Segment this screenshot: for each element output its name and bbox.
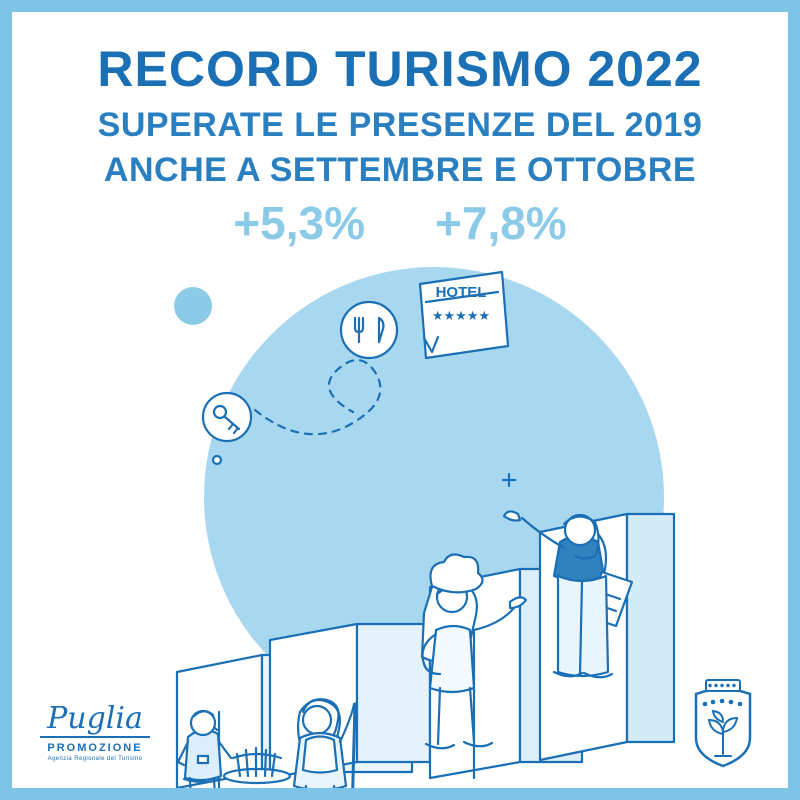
logo-puglia-promozione	[40, 701, 150, 762]
cutlery-icon	[341, 302, 397, 358]
hotel-sign-stars: ★★★★★	[431, 309, 491, 324]
headline-block	[12, 42, 788, 250]
stat-october: +7,8%	[435, 197, 567, 250]
stat-september: +5,3%	[233, 197, 365, 250]
key-icon	[203, 393, 251, 464]
hotel-sign-label: HOTEL	[435, 284, 487, 301]
subtitle-line-2: ANCHE A SETTEMBRE E OTTOBRE	[103, 151, 697, 190]
subtitle-line-1: SUPERATE LE PRESENZE DEL 2019	[97, 106, 703, 144]
page-title: RECORD TURISMO 2022	[97, 41, 703, 97]
poster-canvas	[12, 12, 788, 788]
logo-name-text: PROMOZIONE	[47, 742, 143, 754]
logo-regione-puglia	[688, 676, 758, 768]
dashed-path	[255, 360, 380, 434]
logo-tagline-text: Agenzia Regionale del Turismo	[47, 756, 143, 762]
logo-script-text: Puglia	[40, 704, 150, 738]
regione-emblem-icon	[688, 676, 758, 768]
podium-step-2	[270, 624, 430, 778]
sparkle-icon	[503, 474, 515, 486]
